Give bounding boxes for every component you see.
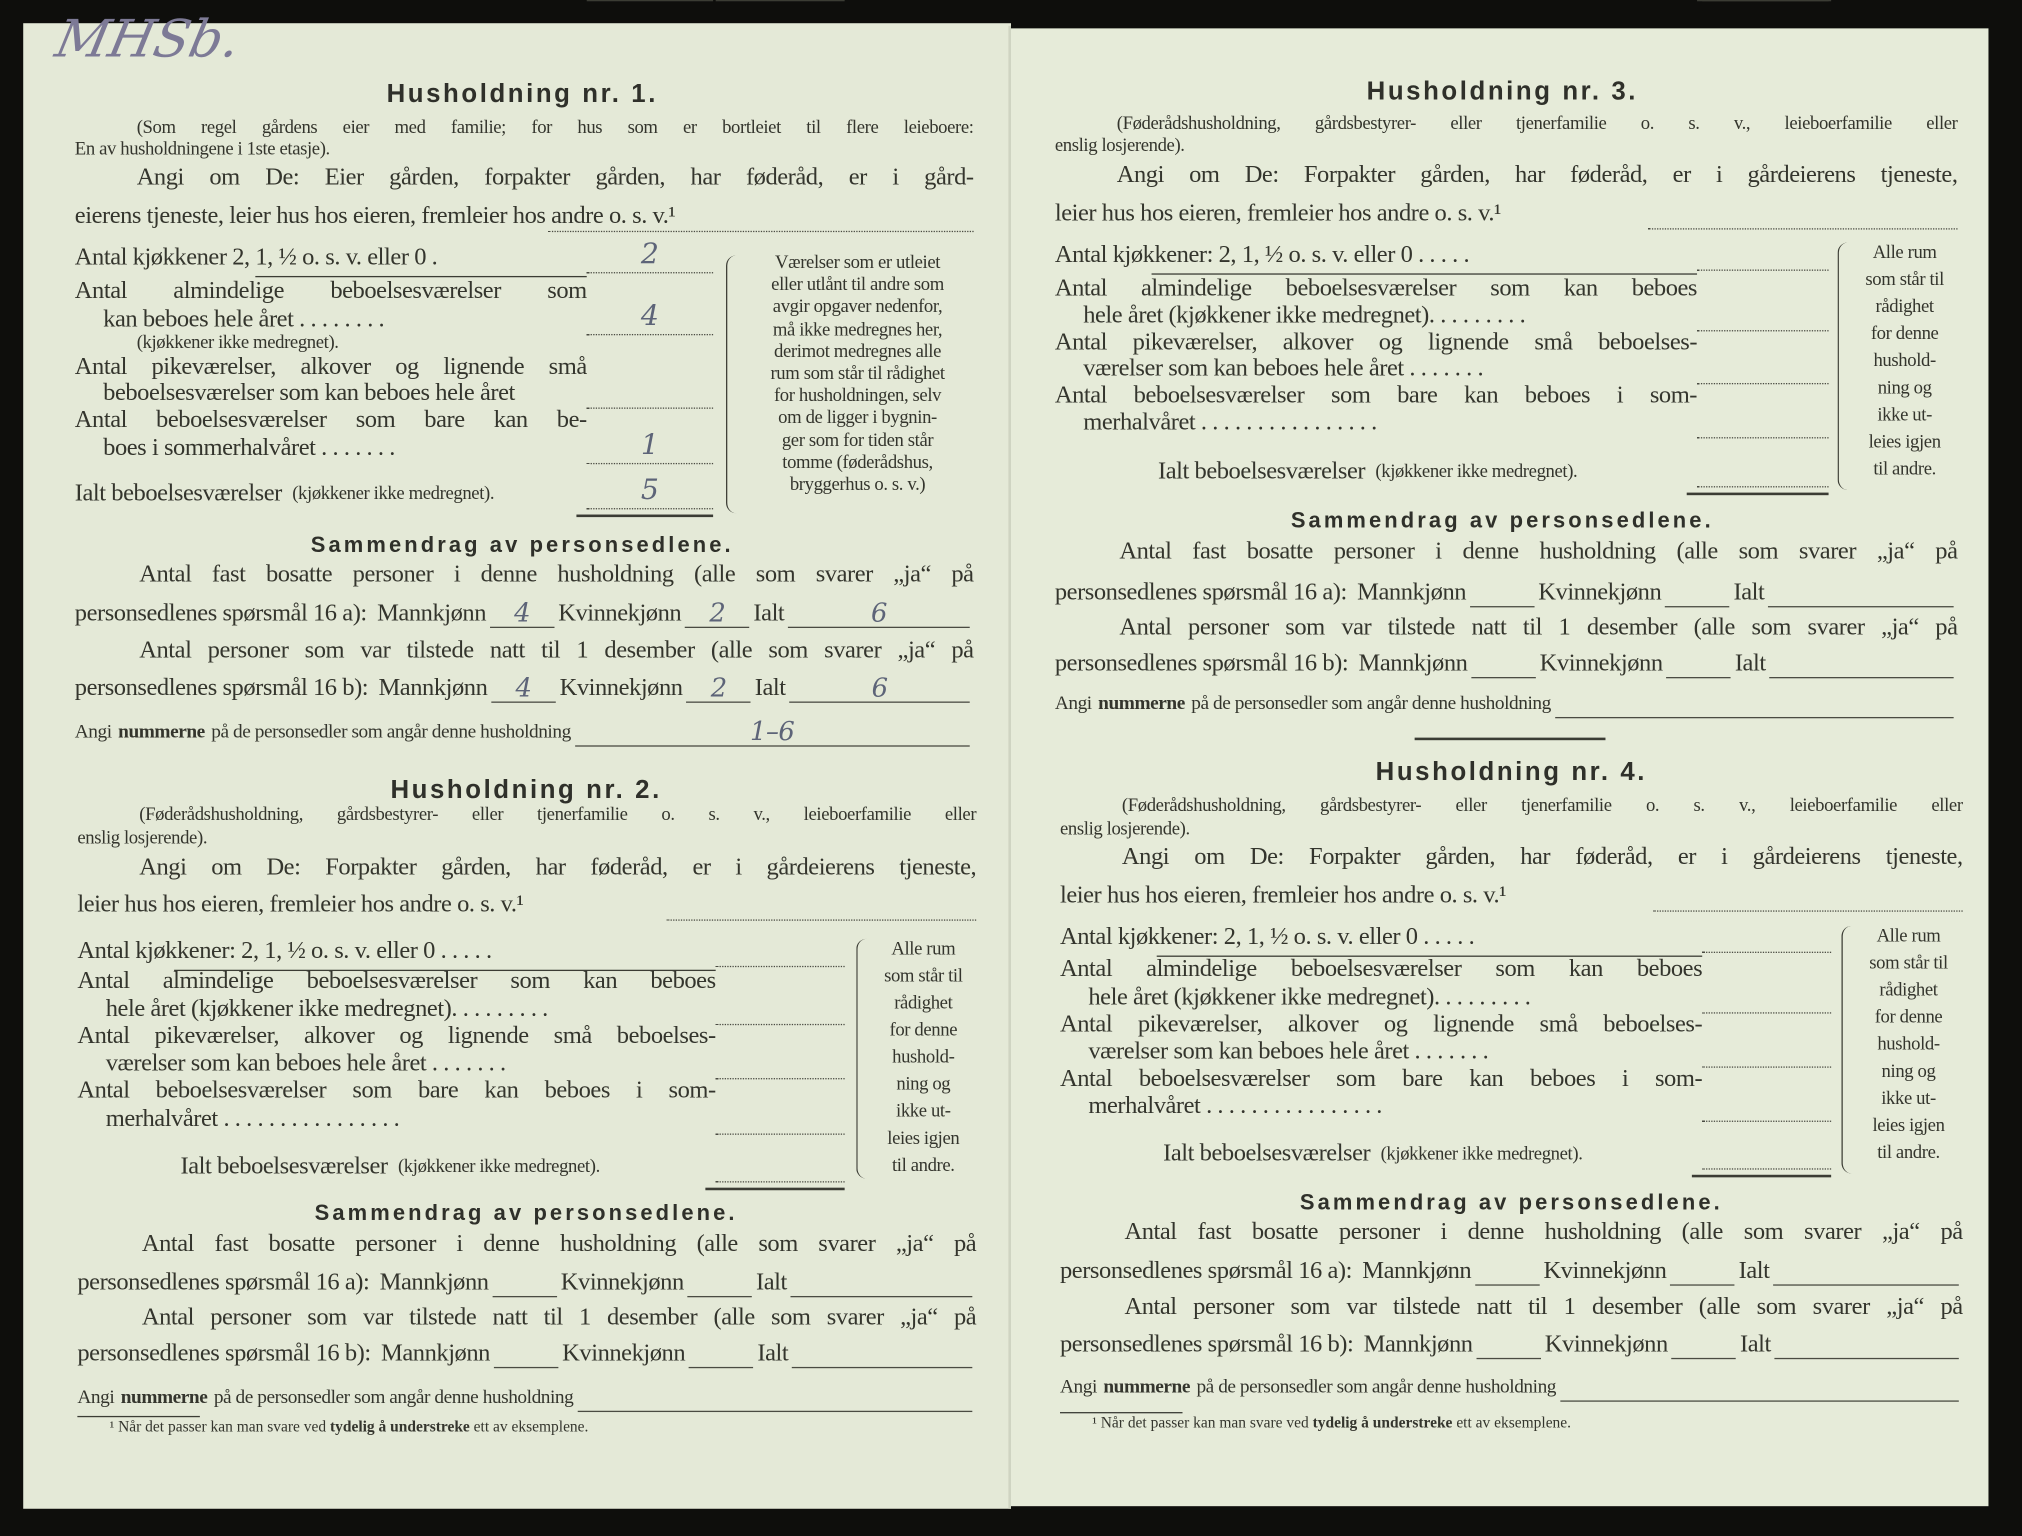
tenure-answer-field[interactable]: [667, 891, 976, 921]
question-ref: personsedlenes spørsmål 16 b):: [1060, 1330, 1354, 1358]
side-note: [1852, 923, 1965, 1167]
total-count-field[interactable]: [1773, 1259, 1958, 1286]
side-note-line: leies igjen: [1872, 1115, 1945, 1137]
summary-a-intro: Antal fast bosatte personer i denne husholdning (alle som svarer „ja“ på: [1124, 1218, 1963, 1246]
total-count-field[interactable]: [792, 1341, 972, 1368]
side-note-line: som står til: [884, 965, 963, 987]
household-instruction: enslig losjerende).: [1060, 818, 1190, 840]
total-label: Ialt: [753, 599, 785, 627]
summary-b-counts: [77, 1340, 976, 1368]
numbers-field[interactable]: [1560, 1375, 1959, 1402]
summer-label: merhalvåret . . . . . . . . . . . . . . . .: [1088, 1092, 1382, 1120]
female-label: Kvinnekjønn: [1538, 579, 1662, 607]
side-note-line: tomme (føderådshus,: [782, 452, 933, 474]
total-count-field[interactable]: [1768, 580, 1953, 607]
ordinary-label: kan beboes hele året . . . . . . . .: [103, 305, 385, 333]
summer-label: boes i sommerhalvåret . . . . . . .: [103, 434, 395, 462]
female-count-field[interactable]: [1665, 580, 1729, 607]
tenure-question: leier hus hos eieren, fremleier hos andre o. s. v.¹: [77, 891, 524, 919]
summary-a-counts: [77, 1269, 976, 1297]
side-note-line: til andre.: [891, 1155, 955, 1177]
total-rooms-field[interactable]: 5: [587, 480, 713, 510]
side-note-line: må ikke medregnes her,: [772, 319, 943, 340]
side-note-line: til andre.: [1873, 459, 1936, 480]
total-count-field[interactable]: [1775, 1332, 1959, 1359]
numbers-bold: nummerne: [1098, 693, 1185, 715]
numbers-bold: nummerne: [120, 1387, 208, 1409]
tenure-question: leier hus hos eieren, fremleier hos andre o. s. v.¹: [1060, 882, 1507, 910]
summer-field[interactable]: [716, 1105, 845, 1135]
total-label: Ialt beboelsesværelser: [1158, 457, 1366, 485]
numbers-row: [74, 715, 974, 747]
small-rooms-field[interactable]: [587, 379, 713, 409]
kitchens-label: Antal kjøkkener: 2, 1, ½ o. s. v. eller 0 . . . . .: [1054, 241, 1470, 269]
side-note-line: ikke ut-: [896, 1101, 951, 1122]
question-ref: personsedlenes spørsmål 16 a):: [74, 599, 367, 627]
footnote-bold: tydelig å understreke: [1312, 1413, 1453, 1432]
small-rooms-label: beboelsesværelser som kan beboes hele året: [103, 379, 515, 407]
male-label: Mannkjønn: [377, 599, 487, 627]
side-note-line: for denne: [1874, 1007, 1943, 1028]
side-note-line: for denne: [1870, 323, 1939, 345]
female-label: Kvinnekjønn: [1543, 1257, 1667, 1285]
side-note-line: ning og: [1881, 1061, 1936, 1082]
total-double-rule: [705, 1188, 844, 1191]
summary-b-intro: Antal personer som var tilstede natt til 1 desember (alle som svarer „ja“ på: [139, 637, 974, 665]
side-note-line: Alle rum: [1872, 242, 1937, 264]
summary-b-intro: Antal personer som var tilstede natt til 1 desember (alle som svarer „ja“ på: [141, 1303, 977, 1331]
side-note-line: om de ligger i bygnin-: [778, 408, 937, 429]
total-note: (kjøkkener ikke medregnet).: [397, 1156, 600, 1178]
male-count-field[interactable]: [1470, 580, 1534, 607]
side-note-line: ning og: [1877, 377, 1932, 399]
question-ref: personsedlenes spørsmål 16 a):: [1054, 579, 1347, 607]
tenure-answer-field[interactable]: [1653, 882, 1962, 912]
summary-b-counts: [74, 671, 974, 703]
female-label: Kvinnekjønn: [558, 599, 682, 627]
kitchens-label: Antal kjøkkener 2, 1, ½ o. s. v. eller 0 .: [74, 243, 438, 271]
subtotal-rule: [587, 0, 713, 1]
total-label: Ialt: [757, 1339, 789, 1367]
female-label: Kvinnekjønn: [1544, 1330, 1668, 1358]
question-ref: personsedlenes spørsmål 16 a):: [1060, 1257, 1352, 1285]
side-note-line: hushold-: [1873, 350, 1936, 372]
side-note-line: Værelser som er utleiet: [775, 252, 941, 274]
household-title: Husholdning nr. 3.: [1366, 77, 1639, 106]
male-label: Mannkjønn: [1358, 649, 1468, 678]
household-title: Husholdning nr. 2.: [390, 776, 662, 805]
ordinary-label: Antal almindelige beboelsesværelser som kan beboes: [1054, 274, 1698, 302]
ordinary-field[interactable]: [1697, 302, 1829, 332]
tenure-answer-field[interactable]: [1648, 200, 1957, 230]
male-label: Mannkjønn: [1357, 579, 1467, 607]
male-label: Mannkjønn: [379, 1268, 489, 1296]
total-rooms-field[interactable]: [1702, 1140, 1831, 1170]
summary-b-intro: Antal personer som var tilstede natt til 1 desember (alle som svarer „ja“ på: [1124, 1293, 1963, 1321]
ordinary-note: (kjøkkener ikke medregnet).: [136, 332, 339, 354]
numbers-prefix: Angi: [74, 722, 112, 743]
side-note-line: derimot medregnes alle: [774, 341, 942, 363]
total-label: Ialt beboelsesværelser: [74, 479, 282, 507]
total-label: Ialt: [1738, 1257, 1770, 1285]
side-note-line: ger som for tiden står: [781, 430, 934, 451]
tenure-question: Angi om De: Forpakter gården, har føderåd, er i gårdeierens tjeneste,: [139, 853, 977, 881]
male-count-field[interactable]: 4: [491, 676, 555, 703]
male-count-field[interactable]: 4: [490, 601, 554, 628]
female-count-field[interactable]: [1672, 1332, 1736, 1359]
summary-b-intro: Antal personer som var tilstede natt til 1 desember (alle som svarer „ja“ på: [1119, 613, 1958, 641]
small-rooms-field[interactable]: [716, 1050, 845, 1080]
ordinary-label: Antal almindelige beboelsesværelser som kan beboes: [77, 967, 716, 995]
total-double-rule: [1687, 493, 1829, 496]
numbers-row: [1060, 1373, 1963, 1401]
ordinary-label: Antal almindelige beboelsesværelser som: [74, 277, 587, 305]
section-divider: [1415, 738, 1606, 741]
small-rooms-label: værelser som kan beboes hele året . . . . . . .: [105, 1049, 506, 1077]
side-note-line: rådighet: [894, 992, 953, 1014]
summary-a-intro: Antal fast bosatte personer i denne husholdning (alle som svarer „ja“ på: [1119, 537, 1958, 565]
summer-label: Antal beboelsesværelser som bare kan be-: [74, 406, 587, 434]
footnote: [1092, 1408, 1571, 1436]
household-instruction: En av husholdningene i 1ste etasje).: [74, 139, 330, 160]
numbers-prefix: Angi: [1060, 1377, 1097, 1398]
household-title: Husholdning nr. 4.: [1375, 758, 1648, 787]
total-note: (kjøkkener ikke medregnet).: [1380, 1143, 1583, 1165]
ordinary-label: hele året (kjøkkener ikke medregnet). . . . . . . . .: [1088, 983, 1531, 1011]
household-instruction: (Føderådshusholdning, gårdsbestyrer- eller tjenerfamilie o. s. v., leieboerfamilie eller: [1121, 795, 1963, 817]
numbers-prefix: Angi: [1054, 693, 1092, 715]
side-note-line: ikke ut-: [1877, 404, 1932, 426]
numbers-row: [77, 1384, 976, 1412]
numbers-prefix: Angi: [77, 1387, 115, 1409]
summer-label: Antal beboelsesværelser som bare kan beboes i som-: [1054, 381, 1698, 409]
side-note-line: bryggerhus o. s. v.): [789, 474, 926, 496]
household-instruction: (Føderådshusholdning, gårdsbestyrer- eller tjenerfamilie o. s. v., leieboerfamilie eller: [1116, 113, 1958, 135]
total-note: (kjøkkener ikke medregnet).: [1375, 461, 1578, 483]
numbers-bold: nummerne: [1103, 1377, 1191, 1398]
side-note-line: ikke ut-: [1881, 1088, 1936, 1110]
summary-b-counts: [1055, 650, 1958, 678]
total-count-field[interactable]: [791, 1270, 973, 1297]
total-count-field[interactable]: [1770, 651, 1954, 678]
small-rooms-field[interactable]: [1697, 355, 1829, 385]
kitchens-label: Antal kjøkkener: 2, 1, ½ o. s. v. eller 0 . . . . .: [77, 937, 492, 965]
female-label: Kvinnekjønn: [562, 1339, 686, 1367]
total-rooms-field[interactable]: [716, 1153, 845, 1183]
corner-handwritten-note: MHSb.: [50, 10, 246, 70]
side-note-line: Alle rum: [1876, 925, 1941, 947]
summer-label: merhalvåret . . . . . . . . . . . . . . . .: [1083, 408, 1377, 436]
footnote-text: ett av eksemplene.: [473, 1417, 589, 1436]
numbers-text: på de personsedler som angår denne husholdning: [213, 1387, 574, 1409]
female-count-field[interactable]: 2: [686, 676, 750, 703]
male-label: Mannkjønn: [1362, 1257, 1472, 1285]
footnote: [110, 1412, 589, 1440]
female-count-field[interactable]: 2: [685, 601, 749, 628]
side-note-line: Alle rum: [891, 938, 956, 960]
total-rooms-row: [181, 1153, 600, 1181]
female-label: Kvinnekjønn: [1539, 649, 1663, 678]
small-rooms-label: Antal pikeværelser, alkover og lignende små beboelses-: [1054, 328, 1698, 356]
numbers-text: på de personsedler som angår denne husholdning: [211, 722, 571, 743]
small-rooms-label: Antal pikeværelser, alkover og lignende små beboelses-: [1060, 1010, 1703, 1039]
side-note-line: avgir opgaver nedenfor,: [772, 297, 943, 318]
summary-title: Sammendrag av personsedlene.: [314, 1200, 738, 1226]
tenure-question: Angi om De: Forpakter gården, har føderåd, er i gårdeierens tjeneste,: [1116, 161, 1958, 189]
ordinary-field[interactable]: 4: [587, 306, 713, 336]
male-label: Mannkjønn: [378, 674, 488, 702]
female-count-field[interactable]: [688, 1270, 752, 1297]
total-label: Ialt: [1734, 649, 1766, 678]
total-label: Ialt beboelsesværelser: [180, 1152, 388, 1180]
female-count-field[interactable]: [1667, 651, 1731, 678]
small-rooms-field[interactable]: [1702, 1038, 1831, 1068]
total-rooms-row: [75, 480, 494, 508]
footnote-text: ¹ Når det passer kan man svare ved: [109, 1417, 327, 1436]
side-note-line: for denne: [889, 1020, 958, 1041]
total-label: Ialt beboelsesværelser: [1163, 1139, 1371, 1168]
total-label: Ialt: [1740, 1330, 1771, 1358]
female-count-field[interactable]: [689, 1341, 753, 1368]
side-note-line: for husholdningen, selv: [773, 385, 942, 407]
numbers-field[interactable]: 1–6: [575, 720, 970, 747]
total-count-field[interactable]: 6: [788, 601, 970, 628]
question-ref: personsedlenes spørsmål 16 b):: [1054, 649, 1349, 678]
female-label: Kvinnekjønn: [560, 1268, 684, 1296]
total-label: Ialt: [1733, 579, 1765, 607]
side-note-line: rum som står til rådighet: [770, 363, 945, 385]
male-label: Mannkjønn: [381, 1339, 490, 1367]
small-rooms-label: værelser som kan beboes hele året . . . . . . .: [1083, 354, 1484, 382]
male-label: Mannkjønn: [1363, 1330, 1473, 1358]
question-ref: personsedlenes spørsmål 16 b):: [77, 1339, 371, 1367]
total-double-rule: [576, 515, 713, 518]
numbers-row: [1055, 690, 1958, 718]
household-instruction: (Føderådshusholdning, gårdsbestyrer- eller tjenerfamilie o. s. v., leieboerfamilie eller: [139, 804, 977, 826]
side-note-line: hushold-: [1877, 1034, 1940, 1055]
total-count-field[interactable]: 6: [790, 676, 970, 703]
male-count-field[interactable]: [1475, 1259, 1539, 1286]
summary-a-counts: [74, 597, 974, 629]
kitchens-field[interactable]: 2: [587, 244, 713, 274]
page-fold: [1008, 26, 1011, 1509]
summary-a-intro: Antal fast bosatte personer i denne husholdning (alle som svarer „ja“ på: [141, 1230, 977, 1258]
household-instruction: (Som regel gårdens eier med familie; for hus som er bortleiet til flere leieboere:: [136, 117, 974, 138]
small-rooms-label: Antal pikeværelser, alkover og lignende små beboelses-: [77, 1022, 716, 1050]
summary-a-intro: Antal fast bosatte personer i denne husholdning (alle som svarer „ja“ på: [139, 560, 974, 589]
tenure-answer-field[interactable]: [548, 202, 974, 232]
side-note: [867, 936, 980, 1180]
household-instruction: enslig losjerende).: [1054, 135, 1185, 157]
summer-field[interactable]: [1697, 409, 1829, 439]
summary-title: Sammendrag av personsedlene.: [1290, 508, 1714, 533]
question-ref: personsedlenes spørsmål 16 a):: [77, 1268, 370, 1296]
side-note-line: som står til: [1869, 952, 1948, 974]
summer-label: merhalvåret . . . . . . . . . . . . . . . .: [105, 1105, 400, 1133]
summer-label: Antal beboelsesværelser som bare kan beboes i som-: [1060, 1065, 1703, 1093]
side-note-line: ning og: [896, 1074, 951, 1095]
ordinary-label: hele året (kjøkkener ikke medregnet). . . . . . . . .: [105, 995, 548, 1023]
tenure-question: Angi om De: Eier gården, forpakter gården, har føderåd, er i gård-: [136, 163, 974, 191]
tenure-question: eierens tjeneste, leier hus hos eieren, fremleier hos andre o. s. v.¹: [74, 202, 676, 230]
subtotal-rule: [716, 0, 845, 1]
summary-title: Sammendrag av personsedlene.: [310, 532, 734, 558]
summer-field[interactable]: [1702, 1092, 1831, 1122]
summary-b-counts: [1060, 1331, 1963, 1359]
side-note-line: til andre.: [1877, 1142, 1940, 1164]
female-count-field[interactable]: [1670, 1259, 1734, 1286]
side-note-line: rådighet: [1879, 980, 1938, 1001]
male-count-field[interactable]: [494, 1341, 558, 1368]
numbers-bold: nummerne: [118, 722, 205, 743]
summary-a-counts: [1060, 1257, 1963, 1285]
total-double-rule: [1692, 1175, 1831, 1178]
household-instruction: enslig losjerende).: [77, 827, 208, 849]
kitchens-field[interactable]: [1697, 241, 1829, 271]
numbers-text: på de personsedler som angår denne husholdning: [1196, 1377, 1557, 1398]
side-note-line: hushold-: [892, 1047, 955, 1068]
male-count-field[interactable]: [1476, 1332, 1540, 1359]
question-ref: personsedlenes spørsmål 16 b):: [74, 674, 369, 702]
tenure-question: leier hus hos eieren, fremleier hos andre o. s. v.¹: [1054, 199, 1501, 227]
footnote-text: ett av eksemplene.: [1456, 1413, 1572, 1432]
summer-label: Antal beboelsesværelser som bare kan beboes i som-: [77, 1076, 716, 1104]
side-note-line: rådighet: [1875, 296, 1934, 318]
male-count-field[interactable]: [492, 1270, 556, 1297]
ordinary-label: Antal almindelige beboelsesværelser som kan beboes: [1060, 955, 1703, 983]
side-note: [1847, 240, 1963, 484]
total-label: Ialt: [754, 674, 786, 702]
summary-a-counts: [1055, 579, 1958, 607]
total-label: Ialt: [756, 1268, 787, 1296]
small-rooms-label: værelser som kan beboes hele året . . . . . . .: [1088, 1038, 1489, 1066]
side-note-line: leies igjen: [1868, 431, 1941, 453]
side-note-line: leies igjen: [887, 1128, 960, 1149]
small-rooms-label: Antal pikeværelser, alkover og lignende små: [74, 353, 587, 381]
kitchens-field[interactable]: [716, 937, 845, 967]
household-title: Husholdning nr. 1.: [386, 79, 658, 109]
footnote-bold: tydelig å understreke: [329, 1417, 470, 1436]
ordinary-label: hele året (kjøkkener ikke medregnet). . . . . . . . .: [1083, 301, 1526, 329]
numbers-field[interactable]: [1555, 691, 1954, 718]
total-rooms-row: [1163, 1140, 1582, 1168]
tenure-question: Angi om De: Forpakter gården, har føderåd, er i gårdeierens tjeneste,: [1121, 843, 1963, 871]
summer-field[interactable]: 1: [587, 435, 713, 465]
female-label: Kvinnekjønn: [559, 674, 683, 702]
kitchens-field[interactable]: [1702, 923, 1831, 953]
total-note: (kjøkkener ikke medregnet).: [292, 483, 495, 505]
numbers-text: på de personsedler som angår denne husholdning: [1191, 693, 1551, 715]
side-note: [735, 253, 980, 497]
side-note-line: eller utlånt til andre som: [771, 274, 944, 296]
footnote-text: ¹ Når det passer kan man svare ved: [1092, 1413, 1309, 1432]
ordinary-field[interactable]: [716, 996, 845, 1026]
total-rooms-row: [1158, 458, 1577, 486]
subtotal-rule: [1702, 0, 1831, 1]
numbers-field[interactable]: [577, 1385, 972, 1412]
side-note-line: som står til: [1865, 269, 1944, 291]
ordinary-field[interactable]: [1702, 984, 1831, 1014]
total-rooms-field[interactable]: [1697, 458, 1829, 488]
male-count-field[interactable]: [1471, 651, 1535, 678]
summary-title: Sammendrag av personsedlene.: [1299, 1190, 1723, 1215]
kitchens-label: Antal kjøkkener: 2, 1, ½ o. s. v. eller 0 . . . . .: [1060, 923, 1475, 951]
